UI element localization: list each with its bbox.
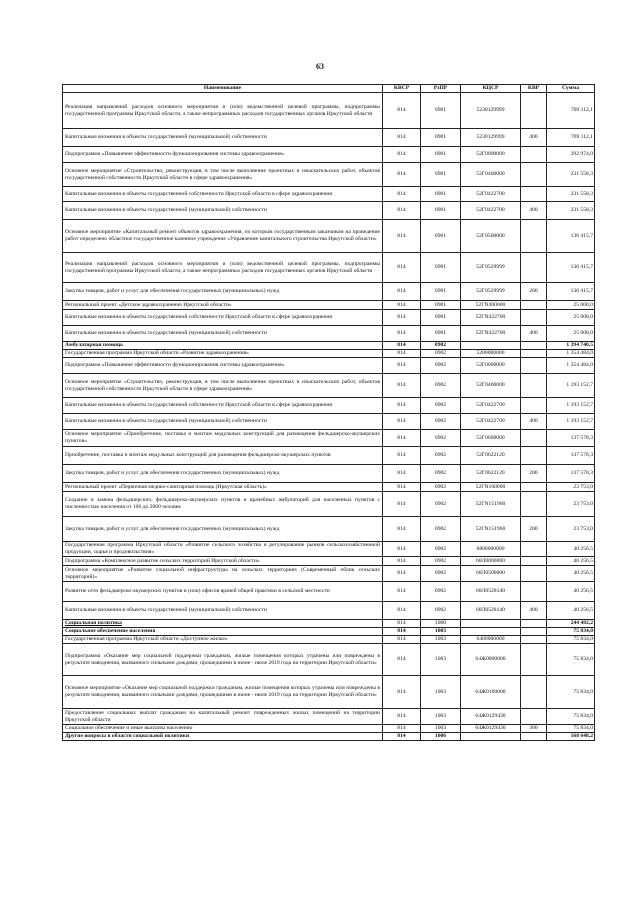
page-number: 63 <box>316 62 324 71</box>
cell-kvr <box>521 628 547 636</box>
cell-rzpr: 0902 <box>421 374 461 398</box>
cell-kcsr: 52Г0622120 <box>461 465 521 483</box>
cell-kvsr: 814 <box>383 301 421 310</box>
table-row <box>63 430 595 447</box>
cell-sum: 25 000,0 <box>547 326 595 342</box>
cell-name: Капитальные вложения в объекты государственной (муниципальной) собственности <box>63 414 383 430</box>
table-row <box>63 483 595 492</box>
cell-name: Капитальные вложения в объекты государственной собственности Иркутской области в сфере здравоохранения <box>63 187 383 202</box>
cell-sum: 75 834,0 <box>547 644 595 676</box>
cell-kvr <box>521 220 547 253</box>
cell-rzpr: 0902 <box>421 398 461 414</box>
table-row <box>63 465 595 483</box>
cell-kvr: 200 <box>521 517 547 542</box>
table-row <box>63 733 595 741</box>
cell-kcsr: 52Г0000000 <box>461 358 521 374</box>
cell-kvr <box>521 310 547 326</box>
table-row <box>63 725 595 733</box>
cell-kcsr: 52ГN100000 <box>461 483 521 492</box>
cell-sum: 75 834,0 <box>547 676 595 709</box>
cell-kvr: 400 <box>521 602 547 620</box>
table-row <box>63 557 595 566</box>
table-row <box>63 350 595 358</box>
cell-kvsr: 814 <box>383 374 421 398</box>
cell-rzpr: 0902 <box>421 582 461 602</box>
cell-sum: 1 354 484,0 <box>547 350 595 358</box>
cell-kvr <box>521 709 547 725</box>
table-row <box>63 620 595 628</box>
cell-kcsr: 6800000000 <box>461 542 521 557</box>
cell-rzpr: 0901 <box>421 187 461 202</box>
cell-kvsr: 814 <box>383 326 421 342</box>
cell-kvsr: 814 <box>383 187 421 202</box>
cell-rzpr: 0901 <box>421 220 461 253</box>
cell-rzpr: 0902 <box>421 358 461 374</box>
table-row <box>63 582 595 602</box>
cell-rzpr: 0902 <box>421 350 461 358</box>
cell-kvsr: 814 <box>383 542 421 557</box>
cell-sum: 75 834,0 <box>547 628 595 636</box>
table-row <box>63 628 595 636</box>
cell-rzpr: 0901 <box>421 301 461 310</box>
cell-kvsr: 814 <box>383 342 421 350</box>
cell-name: Капитальные вложения в объекты государственной (муниципальной) собственности <box>63 129 383 147</box>
cell-sum: 1 193 152,7 <box>547 398 595 414</box>
cell-name: Подпрограмма «Повышение эффективности функционирования системы здравоохранения» <box>63 147 383 163</box>
cell-sum: 40 256,5 <box>547 602 595 620</box>
cell-kcsr: 5200000000 <box>461 350 521 358</box>
header-kvr: КВР <box>521 85 547 93</box>
header-sum: Сумма <box>547 85 595 93</box>
cell-kvsr: 814 <box>383 430 421 447</box>
cell-rzpr: 0902 <box>421 430 461 447</box>
cell-name: Закупка товаров, работ и услуг для обеспечения государственных (муниципальных) нужд <box>63 465 383 483</box>
cell-kvr <box>521 582 547 602</box>
cell-rzpr: 0901 <box>421 129 461 147</box>
cell-kcsr: 68Л0528140 <box>461 582 521 602</box>
cell-kvsr: 814 <box>383 557 421 566</box>
cell-kcsr: 52ГN151960 <box>461 517 521 542</box>
table-row <box>63 636 595 644</box>
cell-rzpr: 0901 <box>421 147 461 163</box>
cell-rzpr: 0901 <box>421 202 461 220</box>
cell-kvr <box>521 430 547 447</box>
table-row <box>63 253 595 283</box>
cell-sum: 231 558,3 <box>547 202 595 220</box>
table-row <box>63 358 595 374</box>
cell-kvr <box>521 253 547 283</box>
table-row <box>63 310 595 326</box>
cell-rzpr: 1006 <box>421 733 461 741</box>
cell-kvr <box>521 342 547 350</box>
table-row <box>63 147 595 163</box>
cell-kvsr: 814 <box>383 676 421 709</box>
cell-sum: 40 256,5 <box>547 557 595 566</box>
cell-sum: 392 974,0 <box>547 147 595 163</box>
cell-kcsr: 52Г0400000 <box>461 163 521 187</box>
cell-kcsr: 52Г0622120 <box>461 447 521 465</box>
cell-kcsr: 52Г0422700 <box>461 414 521 430</box>
cell-sum: 231 558,3 <box>547 163 595 187</box>
cell-sum: 1 394 740,5 <box>547 342 595 350</box>
cell-kvsr: 814 <box>383 644 421 676</box>
cell-name: Реализация направлений расходов основного мероприятия и (или) ведомственной целевой программы, подпрограммы государственной программы Иркутской области, а также непрограммных расходов государственных органов Иркутской области <box>63 93 383 129</box>
table-row <box>63 398 595 414</box>
cell-kcsr: 68Л0000000 <box>461 557 521 566</box>
cell-rzpr: 0901 <box>421 283 461 301</box>
cell-kvsr: 814 <box>383 220 421 253</box>
cell-kcsr: 5230129999 <box>461 93 521 129</box>
cell-kvsr: 814 <box>383 147 421 163</box>
cell-kcsr: 52Г0422700 <box>461 398 521 414</box>
cell-sum: 25 000,0 <box>547 301 595 310</box>
cell-kvr <box>521 636 547 644</box>
cell-sum: 23 753,0 <box>547 517 595 542</box>
cell-name: Государственная программа Иркутской области «Доступное жилье» <box>63 636 383 644</box>
cell-kvr: 300 <box>521 725 547 733</box>
cell-rzpr: 0902 <box>421 542 461 557</box>
cell-kvsr: 814 <box>383 602 421 620</box>
cell-kvsr: 814 <box>383 414 421 430</box>
cell-name: Приобретение, поставка и монтаж модульных конструкций для размещения фельдшерско-акушерских пунктов <box>63 447 383 465</box>
cell-name: Подпрограмма «Оказание мер социальной поддержки гражданам, жилые помещения которых утрачены или повреждены в результате наводнения, вызванного сильными дождями, прошедшими в июне - июле 2019 года на территории Иркутской области» <box>63 644 383 676</box>
cell-kvr <box>521 358 547 374</box>
cell-rzpr: 0902 <box>421 342 461 350</box>
table-row <box>63 644 595 676</box>
cell-kvsr: 814 <box>383 350 421 358</box>
cell-sum: 23 753,0 <box>547 483 595 492</box>
cell-sum: 40 256,5 <box>547 566 595 582</box>
table-row <box>63 342 595 350</box>
cell-kvr <box>521 374 547 398</box>
cell-name: Закупка товаров, работ и услуг для обеспечения государственных (муниципальных) нужд <box>63 283 383 301</box>
cell-name: Капитальные вложения в объекты государственной собственности Иркутской области в сфере здравоохранения <box>63 310 383 326</box>
cell-kvsr: 814 <box>383 358 421 374</box>
cell-kcsr: 52Г0600000 <box>461 430 521 447</box>
cell-name: Социальная политика <box>63 620 383 628</box>
header-kvsr: КВСР <box>383 85 421 93</box>
cell-name: Реализация направлений расходов основного мероприятия и (или) ведомственной целевой программы, подпрограммы государственной программы Иркутской области, а также непрограммных расходов государственных органов Иркутской области <box>63 253 383 283</box>
table-row <box>63 202 595 220</box>
cell-sum: 136 415,7 <box>547 253 595 283</box>
table-row <box>63 414 595 430</box>
table-row <box>63 602 595 620</box>
cell-kvsr: 814 <box>383 492 421 517</box>
cell-kcsr <box>461 342 521 350</box>
cell-kvsr: 814 <box>383 636 421 644</box>
cell-kvr: 400 <box>521 129 547 147</box>
cell-kvr <box>521 676 547 709</box>
cell-sum: 40 256,5 <box>547 542 595 557</box>
cell-kvr <box>521 492 547 517</box>
cell-sum: 75 834,0 <box>547 725 595 733</box>
cell-kvsr: 814 <box>383 398 421 414</box>
cell-kvsr: 814 <box>383 202 421 220</box>
cell-kcsr: 52Г0400000 <box>461 374 521 398</box>
cell-kvr <box>521 557 547 566</box>
table-row <box>63 709 595 725</box>
cell-sum: 137 578,3 <box>547 465 595 483</box>
cell-name: Капитальные вложения в объекты государственной собственности Иркутской области в сфере здравоохранения <box>63 398 383 414</box>
cell-sum: 137 578,3 <box>547 430 595 447</box>
cell-kvsr: 814 <box>383 310 421 326</box>
cell-rzpr: 0902 <box>421 566 461 582</box>
cell-sum: 244 482,2 <box>547 620 595 628</box>
cell-name: Предоставление социальных выплат гражданам на капитальный ремонт поврежденных жилых помещений на территории Иркутской области <box>63 709 383 725</box>
cell-name: Региональный проект «Детское здравоохранение Иркутской области» <box>63 301 383 310</box>
cell-kcsr: 68Л0528140 <box>461 602 521 620</box>
cell-kcsr: 52Г0500000 <box>461 220 521 253</box>
cell-kvsr: 814 <box>383 517 421 542</box>
header-rzpr: РзПР <box>421 85 461 93</box>
budget-table <box>62 84 595 741</box>
cell-kcsr: 68Л0500000 <box>461 566 521 582</box>
cell-rzpr: 0901 <box>421 253 461 283</box>
table-row <box>63 374 595 398</box>
cell-kvsr: 814 <box>383 733 421 741</box>
cell-kvr <box>521 147 547 163</box>
cell-name: Подпрограмма «Комплексное развитие сельских территорий Иркутской области» <box>63 557 383 566</box>
cell-sum: 1 193 152,7 <box>547 374 595 398</box>
cell-kvr <box>521 163 547 187</box>
cell-name: Капитальные вложения в объекты государственной (муниципальной) собственности <box>63 202 383 220</box>
cell-rzpr: 1003 <box>421 628 461 636</box>
cell-name: Создание и замена фельдшерских, фельдшерско-акушерских пунктов и врачебных амбулаторий для населенных пунктов с численностью населения от 100 до 2000 человек <box>63 492 383 517</box>
cell-name: Социальное обеспечение населения <box>63 628 383 636</box>
cell-kvr: 200 <box>521 283 547 301</box>
cell-kcsr <box>461 628 521 636</box>
cell-sum: 1 354 484,0 <box>547 358 595 374</box>
cell-sum: 1 193 152,7 <box>547 414 595 430</box>
cell-sum: 23 753,0 <box>547 492 595 517</box>
cell-name: Амбулаторная помощь <box>63 342 383 350</box>
cell-sum: 769 112,1 <box>547 93 595 129</box>
cell-rzpr: 0902 <box>421 414 461 430</box>
cell-rzpr: 0902 <box>421 465 461 483</box>
cell-sum: 769 112,1 <box>547 129 595 147</box>
cell-kvsr: 814 <box>383 465 421 483</box>
cell-kcsr: 52ГN151960 <box>461 492 521 517</box>
table-row <box>63 93 595 129</box>
cell-sum: 137 578,3 <box>547 447 595 465</box>
cell-kvr <box>521 566 547 582</box>
cell-kcsr: 6400000000 <box>461 636 521 644</box>
cell-kvr <box>521 350 547 358</box>
cell-kvr <box>521 93 547 129</box>
cell-kvr: 400 <box>521 414 547 430</box>
cell-kvsr: 814 <box>383 163 421 187</box>
cell-kcsr: 52Г0529999 <box>461 253 521 283</box>
table-row <box>63 283 595 301</box>
cell-rzpr: 1003 <box>421 676 461 709</box>
cell-sum: 25 000,0 <box>547 310 595 326</box>
cell-sum: 75 834,0 <box>547 709 595 725</box>
cell-kvr <box>521 447 547 465</box>
cell-kcsr: 52Г0529999 <box>461 283 521 301</box>
cell-rzpr: 0902 <box>421 447 461 465</box>
cell-rzpr: 1000 <box>421 620 461 628</box>
cell-kvr <box>521 301 547 310</box>
table-row <box>63 566 595 582</box>
cell-kvr <box>521 644 547 676</box>
cell-rzpr: 0901 <box>421 93 461 129</box>
table-row <box>63 129 595 147</box>
cell-name: Капитальные вложения в объекты государственной (муниципальной) собственности <box>63 326 383 342</box>
table-row <box>63 187 595 202</box>
cell-kvr <box>521 620 547 628</box>
table-row <box>63 542 595 557</box>
cell-kcsr: 64Ж0129430 <box>461 709 521 725</box>
cell-name: Государственная программа Иркутской области «Развитие здравоохранения» <box>63 350 383 358</box>
cell-kvsr: 814 <box>383 582 421 602</box>
cell-rzpr: 0902 <box>421 483 461 492</box>
cell-kcsr: 64Ж0000000 <box>461 644 521 676</box>
table-row <box>63 517 595 542</box>
cell-kvsr: 814 <box>383 483 421 492</box>
cell-kvsr: 814 <box>383 620 421 628</box>
cell-kcsr: 64Ж0129430 <box>461 725 521 733</box>
cell-sum: 40 256,5 <box>547 582 595 602</box>
cell-rzpr: 0901 <box>421 310 461 326</box>
table-row <box>63 163 595 187</box>
cell-name: Закупка товаров, работ и услуг для обеспечения государственных (муниципальных) нужд <box>63 517 383 542</box>
cell-kvr <box>521 187 547 202</box>
cell-rzpr: 0902 <box>421 557 461 566</box>
cell-kvsr: 814 <box>383 93 421 129</box>
header-name: Наименование <box>63 85 383 93</box>
cell-kvsr: 814 <box>383 566 421 582</box>
cell-kvsr: 814 <box>383 709 421 725</box>
cell-name: Основное мероприятие «Приобретение, поставка и монтаж модульных конструкций для размещения фельдшерско-акушерских пунктов» <box>63 430 383 447</box>
cell-sum: 136 415,7 <box>547 220 595 253</box>
cell-kvsr: 814 <box>383 253 421 283</box>
cell-name: Подпрограмма «Повышение эффективности функционирования системы здравоохранения» <box>63 358 383 374</box>
table-row <box>63 492 595 517</box>
cell-kvsr: 814 <box>383 447 421 465</box>
header-kcsr: КЦСР <box>461 85 521 93</box>
cell-kcsr: 5230129999 <box>461 129 521 147</box>
cell-name: Развитие сети фельдшерско-акушерских пунктов и (или) офисов врачей общей практики в сельской местности <box>63 582 383 602</box>
cell-name: Социальное обеспечение и иные выплаты населению <box>63 725 383 733</box>
cell-rzpr: 0901 <box>421 326 461 342</box>
cell-kvr <box>521 542 547 557</box>
cell-kcsr: 64Ж0100000 <box>461 676 521 709</box>
cell-kvr: 200 <box>521 465 547 483</box>
cell-rzpr: 0901 <box>421 163 461 187</box>
cell-kvsr: 814 <box>383 628 421 636</box>
cell-name: Основное мероприятие «Оказание мер социальной поддержки гражданам, жилые помещения которых утрачены или повреждены в результате наводнения, вызванного сильными дождями, прошедшими в июне - июле 2019 года на территории Иркутской области» <box>63 676 383 709</box>
table-header-row <box>63 85 595 93</box>
cell-rzpr: 1003 <box>421 644 461 676</box>
cell-kcsr: 52ГN422700 <box>461 310 521 326</box>
cell-name: Основное мероприятие «Строительство, реконструкция, в том числе выполнение проектных и изыскательских работ, объектов государственной собственности Иркутской области в сфере здравоохранения» <box>63 163 383 187</box>
cell-kcsr: 52Г0000000 <box>461 147 521 163</box>
cell-kvsr: 814 <box>383 725 421 733</box>
cell-rzpr: 1003 <box>421 636 461 644</box>
cell-rzpr: 0902 <box>421 492 461 517</box>
table-row <box>63 220 595 253</box>
cell-name: Другие вопросы в области социальной политики <box>63 733 383 741</box>
cell-kvr: 400 <box>521 326 547 342</box>
cell-sum: 231 558,3 <box>547 187 595 202</box>
cell-sum: 75 834,0 <box>547 636 595 644</box>
table-body <box>63 93 595 741</box>
cell-rzpr: 0902 <box>421 602 461 620</box>
cell-rzpr: 1003 <box>421 709 461 725</box>
cell-name: Основное мероприятие «Развитие социальной инфраструктуры на сельских территориях (Современный облик сельских территорий)» <box>63 566 383 582</box>
cell-name: Региональный проект «Первичная медико-санитарная помощь (Иркутская область)» <box>63 483 383 492</box>
cell-name: Основное мероприятие «Строительство, реконструкция, в том числе выполнение проектных и изыскательских работ, объектов государственной собственности Иркутской области в сфере здравоохранения» <box>63 374 383 398</box>
table-row <box>63 676 595 709</box>
table-row <box>63 326 595 342</box>
cell-kvr <box>521 733 547 741</box>
cell-kvr <box>521 483 547 492</box>
table-row <box>63 447 595 465</box>
cell-kcsr: 52ГN422700 <box>461 326 521 342</box>
cell-sum: 136 415,7 <box>547 283 595 301</box>
cell-kcsr: 52ГN400000 <box>461 301 521 310</box>
cell-kcsr: 52Г0422700 <box>461 187 521 202</box>
cell-kvsr: 814 <box>383 283 421 301</box>
cell-kvr: 400 <box>521 202 547 220</box>
table-row <box>63 301 595 310</box>
cell-name: Государственная программа Иркутской области «Развитие сельского хозяйства и регулирование рынков сельскохозяйственной продукции, сырья и продовольствия» <box>63 542 383 557</box>
cell-kcsr <box>461 733 521 741</box>
cell-name: Капитальные вложения в объекты государственной (муниципальной) собственности <box>63 602 383 620</box>
cell-kvr <box>521 398 547 414</box>
cell-name: Основное мероприятие «Капитальный ремонт объектов здравоохранения, по которым государственным заказчиком на проведение работ определено областное государственное казенное учреждение «Управление капитального строительства Иркутской области» <box>63 220 383 253</box>
cell-rzpr: 1003 <box>421 725 461 733</box>
cell-rzpr: 0902 <box>421 517 461 542</box>
cell-sum: 168 648,2 <box>547 733 595 741</box>
cell-kcsr: 52Г0422700 <box>461 202 521 220</box>
cell-kcsr <box>461 620 521 628</box>
cell-kvsr: 814 <box>383 129 421 147</box>
